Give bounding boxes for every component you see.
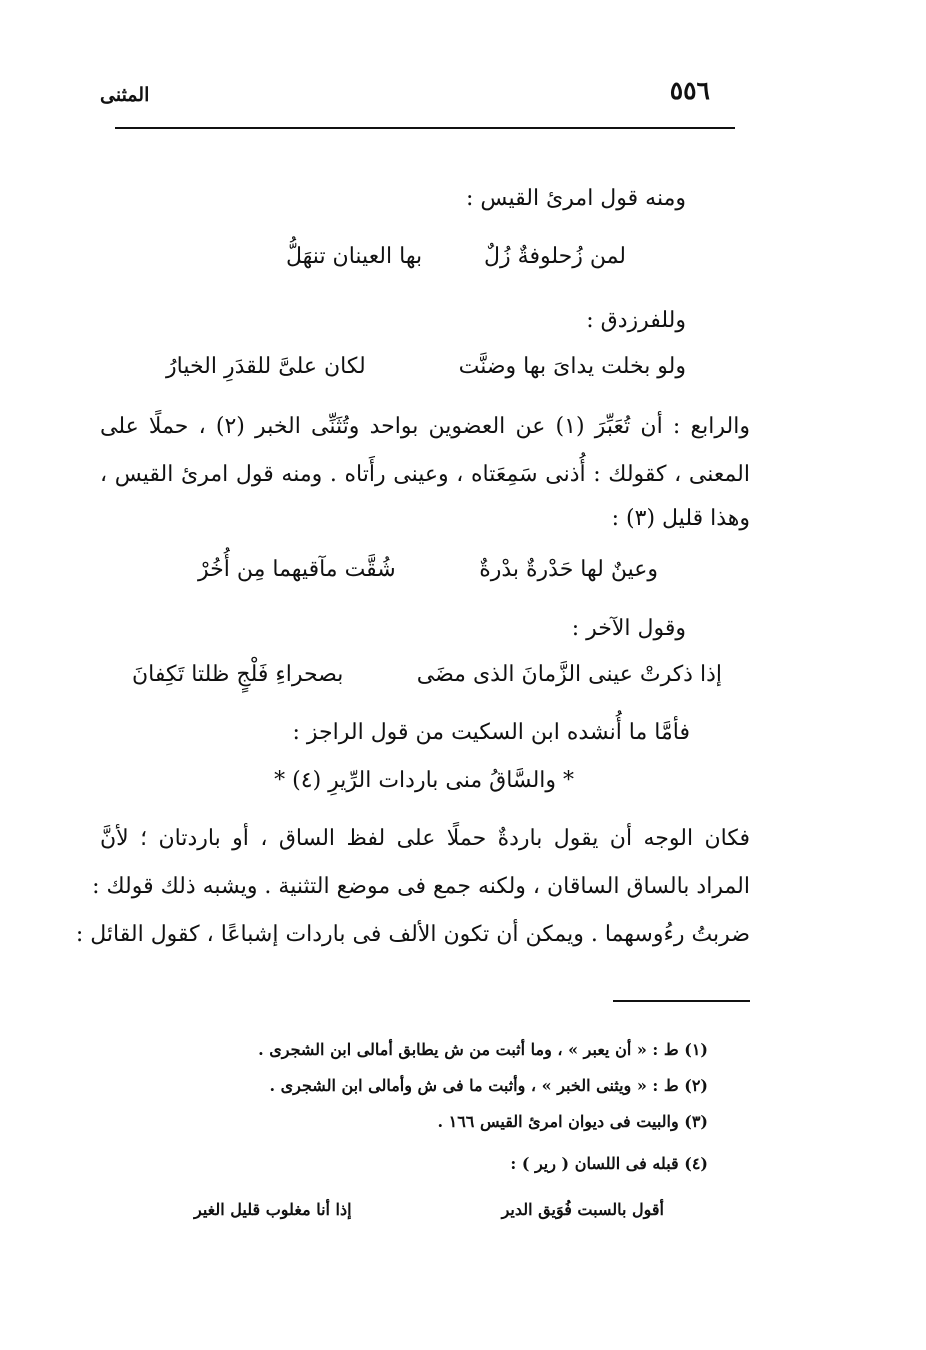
paragraph-line: المراد بالساق الساقان ، ولكنه جمع فى موضع التثنية . ويشبه ذلك قولك : (92, 874, 750, 899)
intro-rajaz: فأمَّا ما أُنشده ابن السكيت من قول الراجز : (292, 720, 690, 745)
paragraph-line: وهذا قليل (٣) : (611, 506, 750, 531)
header-rule (115, 127, 735, 129)
verse-3-first-hemistich: وعينٌ لها حَدْرةٌ بدْرةٌ (479, 557, 658, 582)
verse-1-first-hemistich: لمن زُحلوفةٌ زُلٌ (484, 244, 626, 269)
intro-other-poet: وقول الآخر : (571, 616, 686, 641)
verse-4-first-hemistich: إذا ذكرتْ عينى الزَّمانَ الذى مضَى (416, 662, 722, 687)
verse-line-3 (198, 557, 658, 582)
verse-1-second-hemistich: بها العينان تنهَلُّ (286, 244, 423, 269)
paragraph-line: ضربتُ رءُوسهما . ويمكن أن تكون الألف فى باردات إشباعًا ، كقول القائل : (75, 922, 750, 947)
intro-farazdaq: وللفرزدق : (586, 308, 686, 333)
footnote-verse-first-hemistich: أقول بالسبت فُوَيق الدير (501, 1200, 664, 1219)
intro-imru-al-qays: ومنه قول امرئ القيس : (466, 186, 686, 211)
rajaz-line: * والسَّاقُ منى باردات الرِّيرِ (٤) * (274, 768, 574, 793)
footnote-1: (١) ط : « أن يعبر » ، وما أثبت من ش يطابق أمالى ابن الشجرى . (258, 1040, 708, 1059)
running-title: المثنى (100, 84, 150, 106)
paragraph-line: فكان الوجه أن يقول باردةٌ حملًا على لفظ الساق ، أو باردتان ؛ لأنَّ (100, 826, 750, 851)
paragraph-line: المعنى ، كقولك : أُذنى سَمِعَتاه ، وعينى رأَتاه . ومنه قول امرئ القيس ، (100, 462, 750, 487)
paragraph-line: والرابع : أن تُعَبِّرَ (١) عن العضوين بواحد وتُثَنِّى الخبر (٢) ، حملًا على (100, 414, 750, 439)
footnote-2: (٢) ط : « ويثنى الخبر » ، وأثبت ما فى ش وأمالى ابن الشجرى . (269, 1076, 708, 1095)
verse-2-second-hemistich: لكان علىَّ للقدَرِ الخيارُ (166, 354, 366, 379)
page-number: ٥٥٦ (669, 76, 710, 105)
footnote-rule (613, 1000, 750, 1002)
footnote-4: (٤) قبله فى اللسان ( رير ) : (510, 1154, 708, 1173)
verse-line-2 (166, 354, 686, 379)
verse-line-4 (132, 662, 722, 687)
footnote-verse (194, 1200, 664, 1219)
verse-2-first-hemistich: ولو بخلت يداىَ بها وضنَّت (458, 354, 686, 379)
verse-4-second-hemistich: بصحراءِ فَلْجٍ ظلتا تَكِفانَ (132, 662, 344, 687)
footnote-verse-second-hemistich: إذا أنا مغلوب قليل الغير (194, 1200, 352, 1219)
verse-line-1 (286, 244, 626, 269)
verse-3-second-hemistich: شُقَّت مآقيهما مِن أُخُرْ (198, 557, 396, 582)
footnote-3: (٣) والبيت فى ديوان امرئ القيس ١٦٦ . (437, 1112, 708, 1131)
